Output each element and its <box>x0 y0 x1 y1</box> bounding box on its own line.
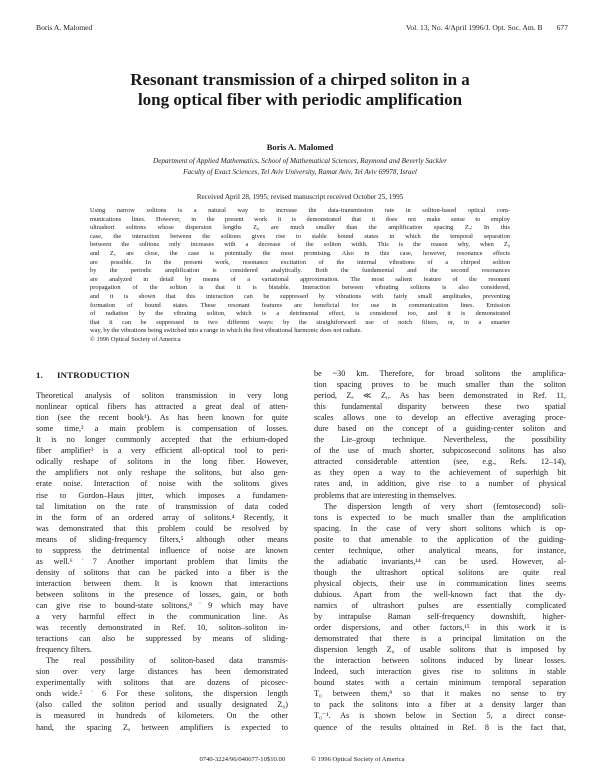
footer-copyright: © 1996 Optical Society of America <box>311 756 405 763</box>
body-text-line: odically reshape of solitons in the long fiber. However, <box>36 457 288 467</box>
body-text-line: (also called the soliton period and usually designated Z₀) <box>36 700 288 710</box>
body-text-line: physical objects, their use in communication lines seems <box>314 578 566 588</box>
abstract-line: © 1996 Optical Society of America <box>90 335 181 343</box>
abstract-line: are analyzed in detail by means of a variational approximation. The most salient feature of the resonant <box>90 275 510 283</box>
body-text-line: tons is expected to be much smaller than the amplification <box>314 512 566 522</box>
body-text-line: T₀ between them,⁹ so that it makes no sense to try <box>314 689 566 699</box>
body-text-line: The real possibility of soliton-based data transmis- <box>46 656 288 666</box>
affiliation-line: Faculty of Exact Sciences, Tel Aviv University, Ramat Aviv, Tel Aviv 69978, Israel <box>183 167 417 176</box>
abstract-line: of radiation by the vibrating soliton, which is a detrimental effect, is considered too, and it is demonstrated <box>90 310 510 318</box>
body-text-line: interaction between them. It is known that interactions <box>36 578 288 588</box>
body-text-line: bound states with a certain minimum temporal separation <box>314 678 566 688</box>
body-text-line: some time,² a main problem is compensation of losses. <box>36 424 288 434</box>
body-text-line: the amplifiers not only reshape the solitons, but also gen- <box>36 468 288 478</box>
abstract-line: between the solitons only increases with a decrease of the soliton width. This is the reason why, when Z₀ <box>90 241 510 249</box>
abstract-line: by the periodic amplification is considered analytically. Both the fundamental and the second resonances <box>90 267 510 275</box>
body-text-line: of the use of much shorter, subpicosecond solitons has also <box>314 446 566 456</box>
abstract-line: are possible. In the present work, resonance excitation of the internal vibrations of a chirped soliton <box>90 258 510 266</box>
body-text-line: by intrapulse Raman self-frequency downshift, higher- <box>314 612 566 622</box>
body-text-line: problems that are interesting in themselves. <box>314 490 457 500</box>
body-text-line: the Lie–group technique. Nevertheless, the possibility <box>314 435 566 445</box>
affiliation-line: Department of Applied Mathematics, School of Mathematical Sciences, Raymond and Beverly Sackler <box>153 157 447 165</box>
body-text-line: is measured in hundreds of kilometers. On the other <box>36 711 288 721</box>
body-text-line: dure based on the concept of a guiding-center soliton and <box>314 424 566 434</box>
body-text-line: onds wide.⁵˙6 For these solitons, the dispersion length <box>36 689 288 699</box>
abstract-line: ultrashort solitons whose dispersion lengths Z₀ are much smaller than the amplification spacing Zₐ: In this <box>90 224 510 232</box>
body-text-line: It is no longer commonly accepted that the erbium-doped <box>36 435 288 445</box>
abstract-line: formation of bound states. These resonant features are beneficial for use in communication lines. Emission <box>90 301 510 309</box>
body-text-line: rise to Gordon–Haus jitter, which imposes a fundamen- <box>36 490 288 500</box>
body-text-line: Theoretical analysis of soliton transmission in very long <box>36 391 288 401</box>
body-text-line: The dispersion length of very short (femtosecond) soli- <box>324 501 566 511</box>
body-text-line: the interaction between solitons induced by linear losses. <box>314 656 566 666</box>
abstract-line: way, by the vibrations being switched into a range in which the first vibrational harmonic does not radiate. <box>90 327 363 335</box>
body-text-line: experimentally with solitons that are dozens of picosec- <box>36 678 288 688</box>
body-text-line: between solitons in the presence of losses, gain, or both <box>36 589 288 599</box>
section-title: INTRODUCTION <box>57 370 130 380</box>
body-text-line: erate noise. Interaction of noise with the solitons gives <box>36 479 288 489</box>
abstract <box>90 207 510 345</box>
body-text-line: can give rise to bound-state solitons,⁸˙9 which may have <box>36 600 288 610</box>
title-line: long optical fiber with periodic amplification <box>137 90 463 109</box>
abstract-line: Using narrow solitons is a natural way to increase the data-transmission rate in soliton-based optical com- <box>90 207 510 214</box>
paper-title <box>40 70 560 110</box>
body-text-line: as well.⁶˙7 Another important problem that limits the <box>36 556 288 566</box>
affiliation <box>40 156 560 177</box>
body-text-line: posite to that amenable to the application of the guiding- <box>314 534 566 544</box>
body-text-line: density of solitons that can be packed into a fiber is the <box>36 567 288 577</box>
body-text-line: tion spacing proves to be much smaller than the soliton <box>314 380 566 390</box>
received-dates: Received April 28, 1995; revised manuscript received October 25, 1995 <box>196 193 404 201</box>
body-text-line <box>36 368 288 379</box>
body-text-line: to pack the solitons into a fiber at a density larger than <box>314 700 566 710</box>
abstract-line: that it can be suppressed in two different ways: by the straightforward use of notch filters, or, in a smarter <box>90 318 510 326</box>
body-text-line: quence of the results obtained in Ref. 8 is the fact that, <box>314 722 566 732</box>
body-text-line: this fundamental disparity between these two spatial <box>314 402 566 412</box>
body-text-line: means of sliding-frequency filters,⁵ although other means <box>36 534 288 544</box>
abstract-line: munications lines. However, in the present work it is demonstrated that it does not make sense to employ <box>90 215 510 223</box>
author-name: Boris A. Malomed <box>266 142 334 152</box>
body-text-line: period, Zₐ ≪ Z₀. As has been demonstrated in Ref. 11, <box>314 391 566 401</box>
abstract-line: and it is shown that this interaction can be suppressed by vibrations with fairly small amplitudes, preventing <box>90 292 510 300</box>
footer-code: 0740-3224/96/040677-10$10.00 <box>199 756 286 763</box>
body-text-line: spacing. In the case of very short solitons which is op- <box>314 523 566 533</box>
abstract-line: propagation of the soliton is that it is bistable. Interaction between vibrating solitons is also considered, <box>90 284 510 292</box>
running-head-journal: Vol. 13, No. 4/April 1996/J. Opt. Soc. Am. B <box>405 23 543 32</box>
body-text-line: tion (see the recent book¹). As has been known for quite <box>36 413 288 423</box>
body-text-line: dispersion length Z₀ of usable solitons that is imposed by <box>314 645 566 655</box>
body-text-line: was recently demonstrated in Ref. 10, soliton–soliton in- <box>36 623 288 633</box>
body-text-line: be ~30 km. Therefore, for broad solitons the amplifica- <box>314 369 566 378</box>
body-text-line: was demonstrated that this problem could be resolved by <box>36 523 288 533</box>
body-text-line: dubious. Apart from the well-known fact that the dy- <box>314 589 566 599</box>
body-text-line: sion over very large distances has been demonstrated <box>36 667 288 677</box>
body-text-line <box>36 379 288 390</box>
abstract-line: case, the interaction between the solitons gives rise to stable bound states in which the temporal separation <box>90 232 510 240</box>
body-text-line: tal limitation on the rate of transmission of data coded <box>36 501 288 511</box>
body-text-line: frequency filters. <box>36 645 92 655</box>
body-text-line: a very harmful effect in the communication line. As <box>36 612 288 622</box>
right-column <box>314 368 566 733</box>
footer <box>36 756 568 763</box>
body-text-line: in the form of an ordered array of solitons.⁴ Recently, it <box>36 512 288 522</box>
running-head <box>36 23 568 35</box>
running-head-author: Boris A. Malomed <box>36 23 93 32</box>
left-column <box>36 368 288 733</box>
body-text-line: teractions can also be suppressed by means of sliding- <box>36 634 288 644</box>
body-text-line: fiber amplifier³ is a very efficient all-optical tool to peri- <box>36 446 288 456</box>
abstract-line: and Zₐ are close, the case is potentially the most promising. Also in this case, however, resonance effects <box>90 249 510 257</box>
body-text-line: the adiabatic invariants,¹⁴ can be used. However, al- <box>314 556 566 566</box>
body-text-line: hand, the spacing Zₐ between amplifiers is expected to <box>36 722 288 732</box>
body-text-line: center technique, other analytical means, for instance, <box>314 545 566 555</box>
section-number: 1. <box>36 370 43 380</box>
body-text-line: rates and, in addition, give rise to a number of physical <box>314 479 566 489</box>
body-text-line: nonlinear optical fibers has attracted a great deal of atten- <box>36 402 288 412</box>
title-line: Resonant transmission of a chirped soliton in a <box>130 70 470 89</box>
body-text-line: Indeed, such interaction gives rise to solitons in stable <box>314 667 566 677</box>
body-text-line: T₀⁻¹. As is shown below in Section 5, a direct conse- <box>314 711 566 721</box>
body-text-line: namics of ultrashort pulses are essentially complicated <box>314 600 566 610</box>
body-text-line: attracted considerable attention (see, e.g., Refs. 12–14), <box>314 457 566 467</box>
body-text-line: order dispersions, and other factors,¹⁵ in this work it is <box>314 623 566 633</box>
body-text-line: as they open a way to the achievement of superhigh bit <box>314 468 566 478</box>
page-number: 677 <box>556 23 568 32</box>
body-text-line: scales allows one to develop an effective averaging proce- <box>314 413 566 423</box>
body-text-line: to suppress the detrimental influence of noise are known <box>36 545 288 555</box>
running-head-journal-info <box>406 23 568 32</box>
body-text-line: though the ultrashort optical solitons are quite real <box>314 567 566 577</box>
body-text-line: demonstrated that there is a principal limitation on the <box>314 634 566 644</box>
